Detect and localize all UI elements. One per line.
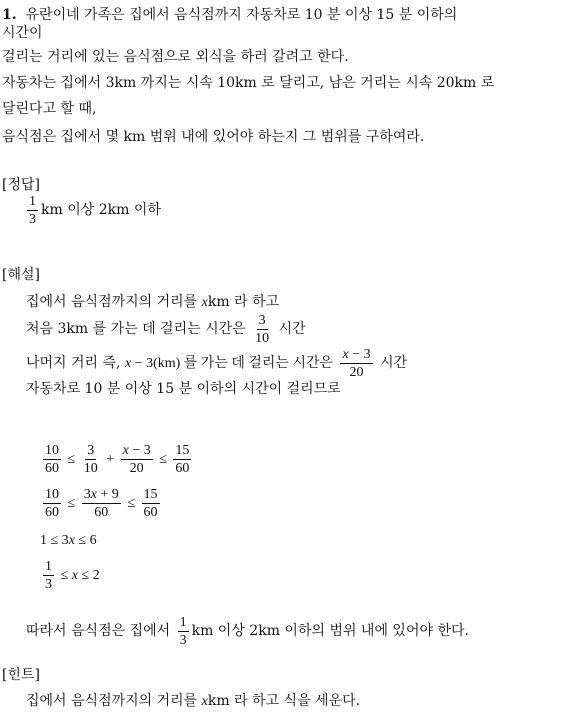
solution-line-4: 자동차로 10 분 이상 15 분 이하의 시간이 걸리므로 [26, 381, 341, 397]
answer-fraction: $\frac{1}{3}$ [29, 193, 36, 227]
conclusion-fraction: $\frac{1}{3}$ [179, 614, 187, 648]
hint-header: [힌트] [2, 667, 40, 683]
problem-line-3: 걸리는 거리에 있는 음식점으로 외식을 하러 갈려고 한다. [2, 49, 349, 65]
problem-line-6: 음식점은 집에서 몇 km 범위 내에 있어야 하는지 그 범위를 구하여라. [2, 129, 425, 145]
answer-text: km 이상 2km 이하 [41, 202, 161, 218]
solution-fraction-x-3-20: $\frac{x - 3}{20}$ [342, 346, 371, 380]
problem-line-5: 달린다고 할 때, [2, 101, 97, 117]
equation-4: $\frac{1}{3}$ ≤ x ≤ 2 [45, 559, 100, 593]
hint-line: 집에서 음식점까지의 거리를 xkm 라 하고 식을 세운다. [26, 693, 361, 709]
equation-2: $\frac{10}{60}$ ≤ $\frac{3x + 9}{60}$ ≤ $\frac{15}{60}$ [45, 487, 158, 521]
problem-number: 1. [2, 7, 17, 23]
equation-1: $\frac{10}{60}$ ≤ $\frac{3}{10}$ + $\frac{x - 3}{20}$ ≤ $\frac{15}{60}$ [45, 443, 190, 477]
answer-header: [정답] [2, 177, 40, 193]
solution-fraction-3-10: $\frac{3}{10}$ [255, 312, 270, 346]
solution-conclusion: 따라서 음식점은 집에서 $\frac{1}{3}$ km 이상 2km 이하의 범위 내에 있어야 한다. [26, 614, 469, 648]
solution-line-1: 집에서 음식점까지의 거리를 xkm 라 하고 [26, 294, 280, 310]
solution-header: [해설] [2, 267, 40, 283]
solution-line-3: 나머지 거리 즉, x − 3(km) 를 가는 데 걸리는 시간은 $\frac{x - 3}{20}$ 시간 [26, 346, 408, 380]
answer-line [24, 190, 161, 230]
problem-line-4: 자동차는 집에서 3km 까지는 시속 10km 로 달리고, 남은 거리는 시속 20km 로 [2, 75, 495, 91]
solution-line-2: 처음 3km 를 가는 데 걸리는 시간은 $\frac{3}{10}$ 시간 [26, 312, 306, 346]
problem-line-2: 시간이 [2, 25, 43, 41]
problem-text-1: 유란이네 가족은 집에서 음식점까지 자동차로 10 분 이상 15 분 이하의 [25, 7, 458, 23]
problem-line-1 [2, 6, 457, 24]
equation-3: 1 ≤ 3x ≤ 6 [40, 533, 97, 548]
